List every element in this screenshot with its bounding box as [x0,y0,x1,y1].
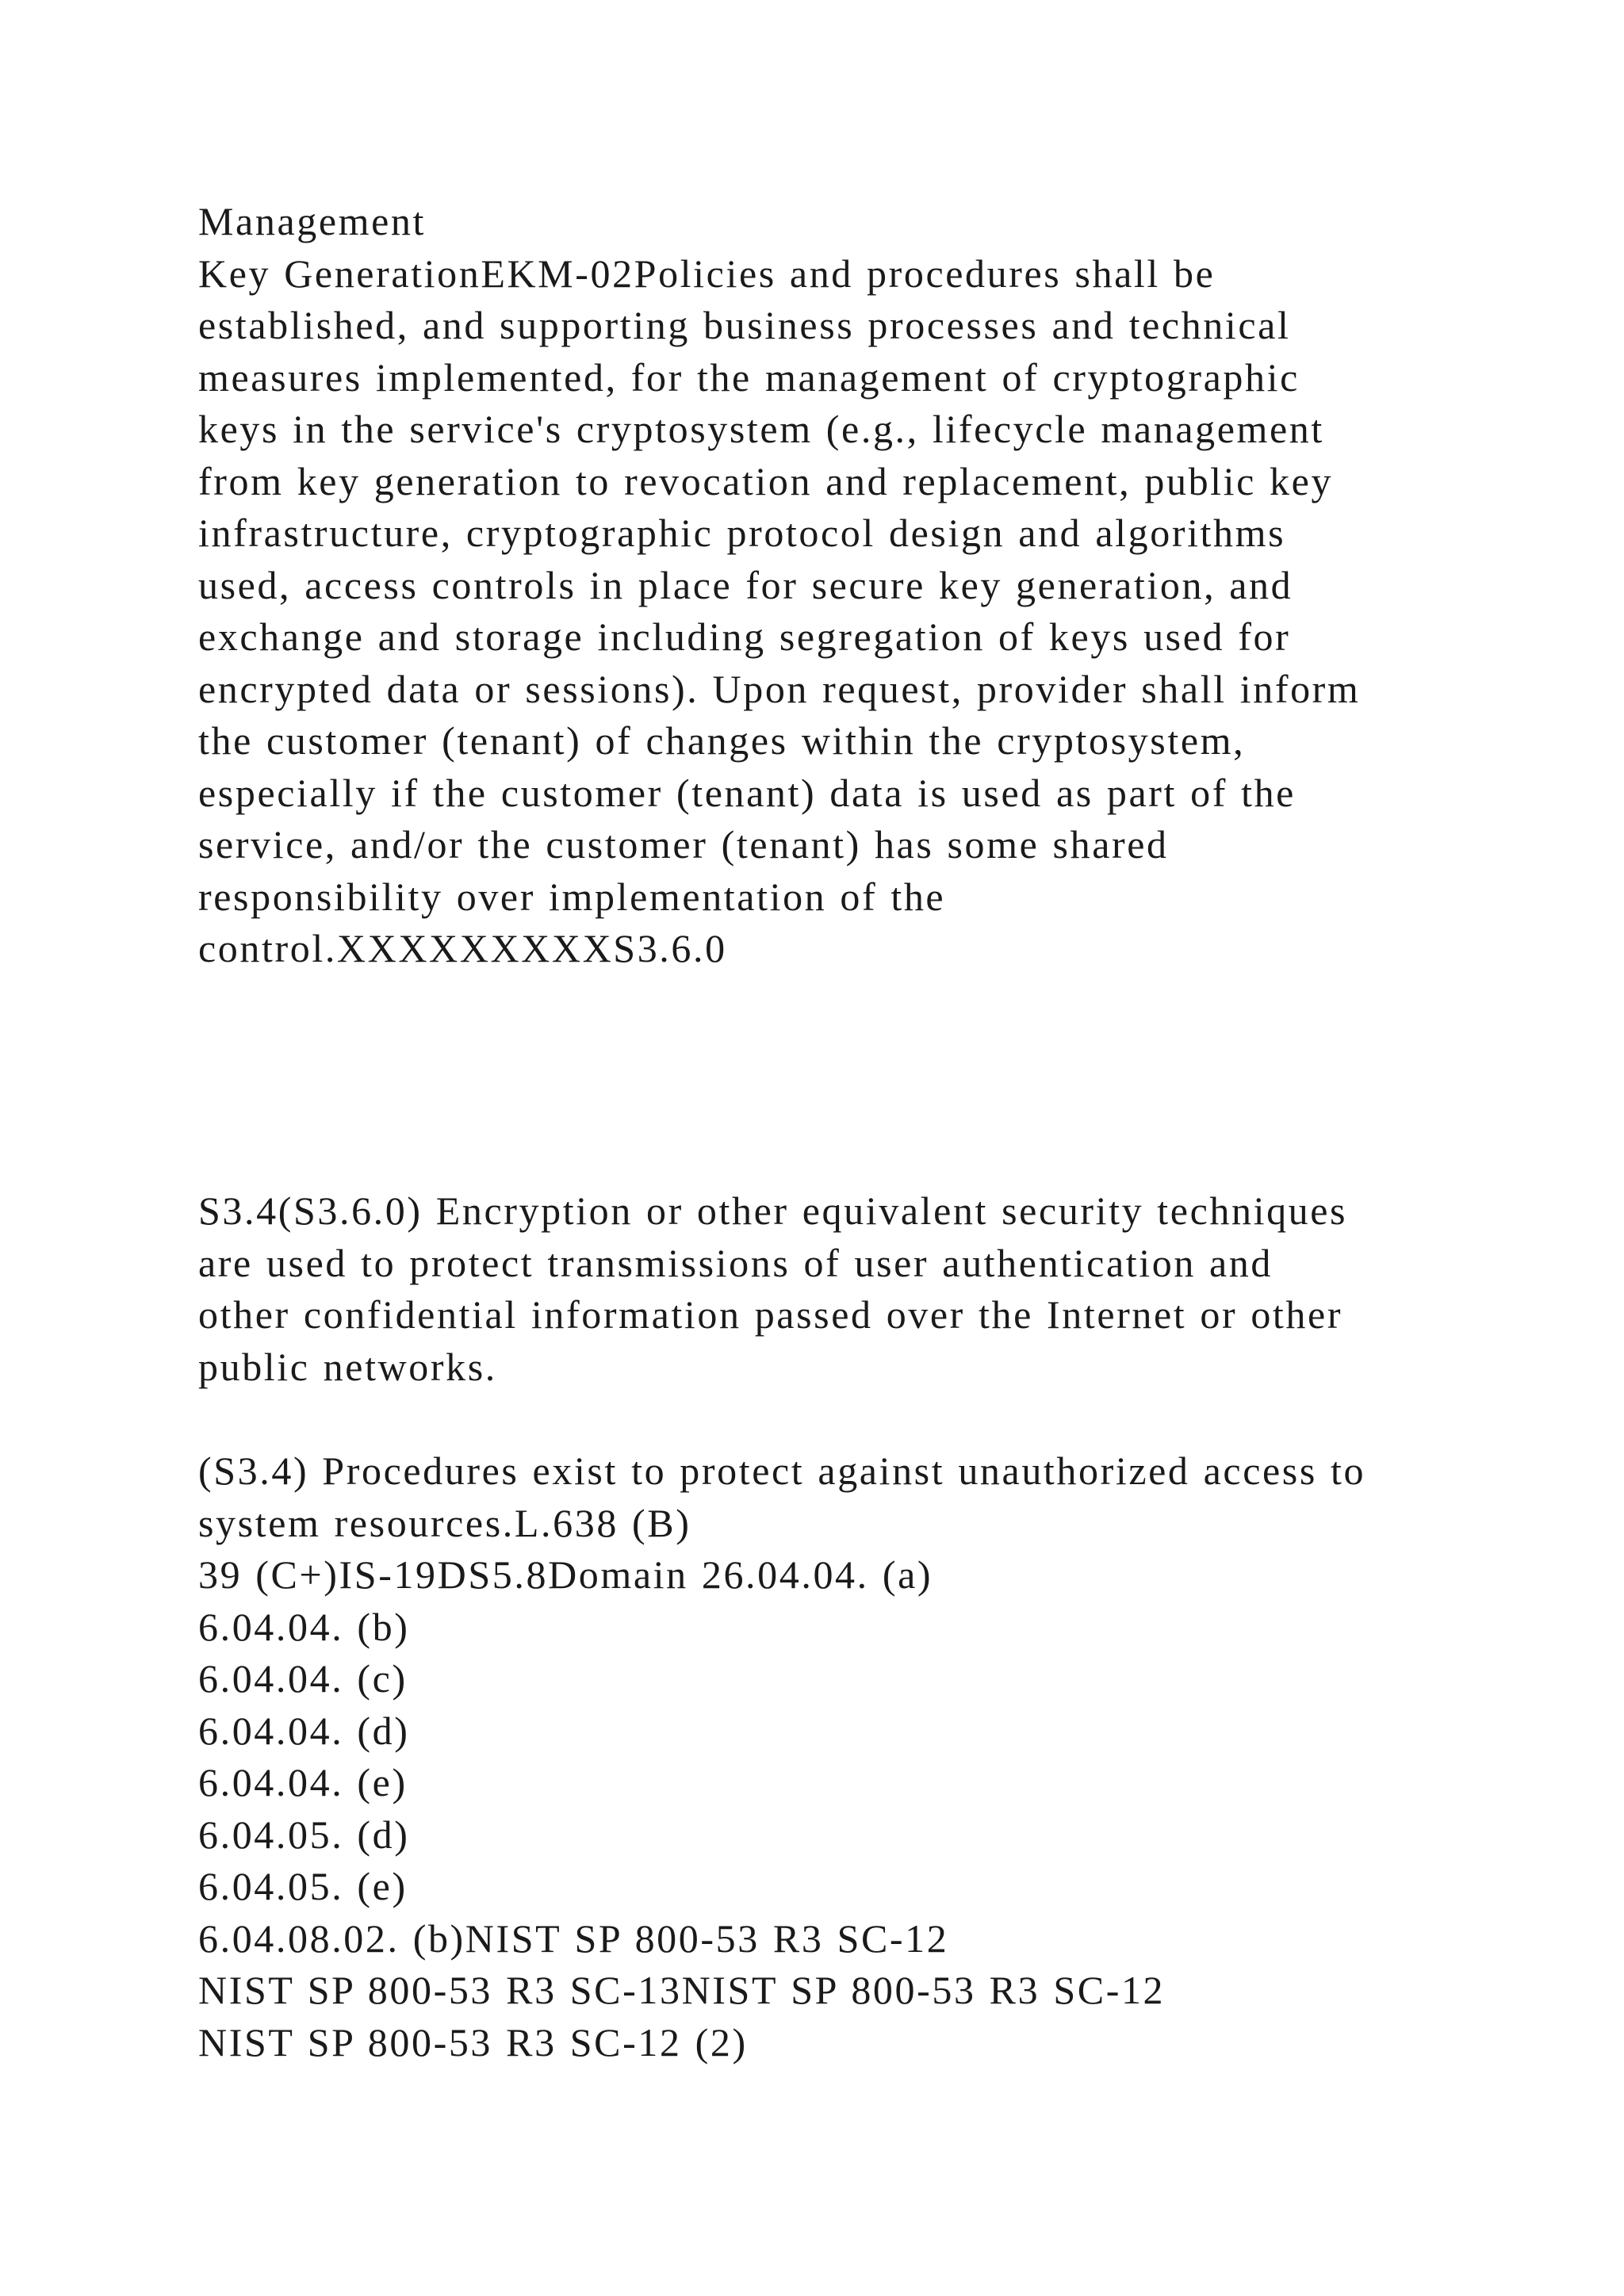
text-line: 6.04.04. (b) [198,1604,410,1649]
text-line: 39 (C+)IS-19DS5.8Domain 26.04.04. (a) [198,1552,933,1597]
text-line: especially if the customer (tenant) data is used as part of the [198,770,1296,815]
text-line: Key GenerationEKM-02Policies and procedures shall be [198,251,1216,296]
text-line: NIST SP 800-53 R3 SC-12 (2) [198,2019,748,2064]
encryption-paragraph [198,1185,1546,1393]
text-line: measures implemented, for the management of cryptographic [198,354,1300,400]
text-line: service, and/or the customer (tenant) has some shared [198,822,1169,867]
text-line: other confidential information passed over the Internet or other [198,1292,1343,1337]
text-line: the customer (tenant) of changes within the cryptosystem, [198,718,1246,763]
text-line: public networks. [198,1344,497,1389]
text-line: 6.04.05. (d) [198,1812,410,1857]
text-line: encrypted data or sessions). Upon request, provider shall inform [198,666,1361,711]
text-line: established, and supporting business processes and technical [198,303,1291,347]
text-line: exchange and storage including segregation of keys used for [198,614,1291,659]
text-line: infrastructure, cryptographic protocol design and algorithms [198,511,1286,555]
text-line: 6.04.04. (d) [198,1708,410,1753]
text-line: system resources.L.638 (B) [198,1500,691,1545]
text-line: responsibility over implementation of the [198,874,946,919]
text-line: used, access controls in place for secure key generation, and [198,562,1293,607]
text-line: keys in the service's cryptosystem (e.g., lifecycle management [198,407,1324,451]
text-line: 6.04.04. (e) [198,1760,408,1804]
key-generation-paragraph [198,196,1546,975]
text-line: NIST SP 800-53 R3 SC-13NIST SP 800-53 R3 SC-12 [198,1968,1166,2012]
text-line: (S3.4) Procedures exist to protect against unauthorized access to [198,1448,1366,1493]
text-line: S3.4(S3.6.0) Encryption or other equivalent security techniques [198,1188,1348,1233]
text-line: 6.04.08.02. (b)NIST SP 800-53 R3 SC-12 [198,1915,949,1961]
text-line: from key generation to revocation and replacement, public key [198,458,1334,503]
text-line: 6.04.05. (e) [198,1864,408,1908]
text-line: Management [198,199,427,243]
text-line: 6.04.04. (c) [198,1656,408,1701]
text-line: control.XXXXXXXXXS3.6.0 [198,926,727,970]
procedures-and-references-paragraph [198,1445,1546,2068]
text-line: are used to protect transmissions of user authentication and [198,1240,1274,1285]
